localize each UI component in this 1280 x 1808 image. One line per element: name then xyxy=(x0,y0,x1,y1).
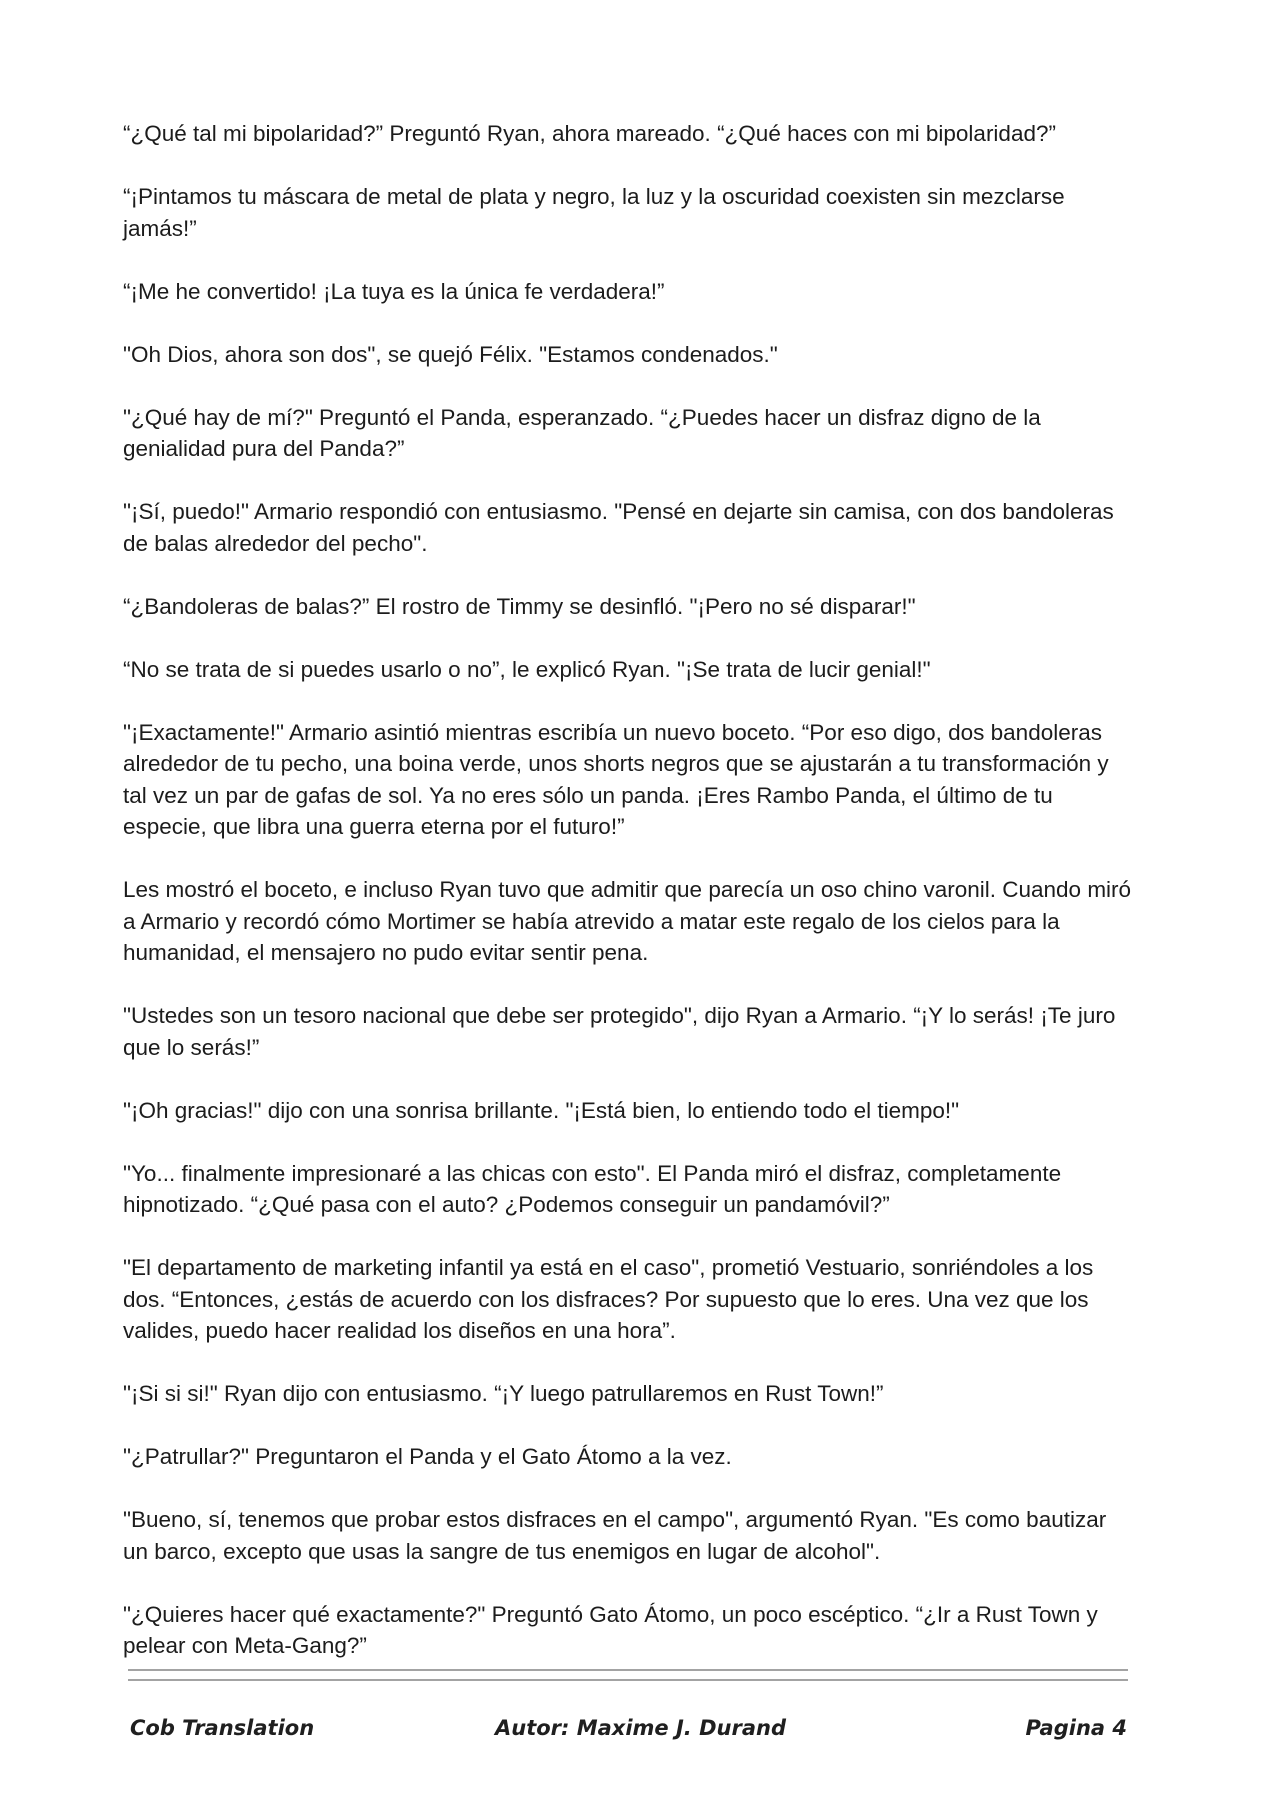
paragraph: "Yo... finalmente impresionaré a las chicas con esto". El Panda miró el disfraz, completamente hipnotizado. “¿Qué pasa con el auto? ¿Podemos conseguir un pandamóvil?” xyxy=(123,1160,1062,1217)
paragraph: "¿Quieres hacer qué exactamente?" Preguntó Gato Átomo, un poco escéptico. “¿Ir a Rust Town y pelear con Meta-Gang?” xyxy=(123,1601,1098,1658)
paragraph: "¿Patrullar?" Preguntaron el Panda y el Gato Átomo a la vez. xyxy=(123,1444,732,1469)
paragraph: “¿Qué tal mi bipolaridad?” Preguntó Ryan, ahora mareado. “¿Qué haces con mi bipolaridad?” xyxy=(123,121,1056,146)
paragraph: "El departamento de marketing infantil ya está en el caso", prometió Vestuario, sonriéndoles a los dos. “Entonces, ¿estás de acuerdo con los disfraces? Por supuesto que lo eres. Una vez que los valides, puedo hacer realidad los diseños en una hora”. xyxy=(123,1255,1094,1343)
paragraph: “¡Pintamos tu máscara de metal de plata y negro, la luz y la oscuridad coexisten sin mezclarse jamás!” xyxy=(123,184,1065,241)
paragraph: "Bueno, sí, tenemos que probar estos disfraces en el campo", argumentó Ryan. "Es como bautizar un barco, excepto que usas la sangre de tus enemigos en lugar de alcohol". xyxy=(123,1507,1107,1564)
paragraph: "Ustedes son un tesoro nacional que debe ser protegido", dijo Ryan a Armario. “¡Y lo serás! ¡Te juro que lo serás!” xyxy=(123,1003,1116,1060)
footer-author: Autor: Maxime J. Durand xyxy=(495,1716,786,1740)
paragraph: “No se trata de si puedes usarlo o no”, le explicó Ryan. "¡Se trata de lucir genial!" xyxy=(123,656,931,682)
paragraph: "¡Oh gracias!" dijo con una sonrisa brillante. "¡Está bien, lo entiendo todo el tiempo!" xyxy=(123,1097,960,1123)
paragraph: Les mostró el boceto, e incluso Ryan tuvo que admitir que parecía un oso chino varonil. Cuando miró a Armario y recordó cómo Mortimer se había atrevido a matar este regalo de los cielos para la humanidad, el mensajero no pudo evitar sentir pena. xyxy=(123,877,1132,965)
paragraph: “¿Bandoleras de balas?” El rostro de Timmy se desinfló. "¡Pero no sé disparar!" xyxy=(123,593,916,619)
paragraph: "¿Qué hay de mí?" Preguntó el Panda, esperanzado. “¿Puedes hacer un disfraz digno de la genialidad pura del Panda?” xyxy=(123,404,1041,461)
paragraph: "¡Si si si!" Ryan dijo con entusiasmo. “¡Y luego patrullaremos en Rust Town!” xyxy=(123,1381,884,1406)
body-text xyxy=(123,118,1133,1693)
paragraph: "Oh Dios, ahora son dos", se quejó Félix. "Estamos condenados." xyxy=(123,341,778,367)
paragraph: "¡Exactamente!" Armario asintió mientras escribía un nuevo boceto. “Por eso digo, dos bandoleras alrededor de tu pecho, una boina verde, unos shorts negros que se ajustarán a tu transformación y tal vez un par de gafas de sol. Ya no eres sólo un panda. ¡Eres Rambo Panda, el último de tu especie, que libra una guerra eterna por el futuro!” xyxy=(123,719,1109,839)
paragraph: “¡Me he convertido! ¡La tuya es la única fe verdadera!” xyxy=(123,278,665,304)
footer-divider-bottom xyxy=(128,1679,1128,1681)
footer-divider-top xyxy=(128,1669,1128,1671)
paragraph: "¡Sí, puedo!" Armario respondió con entusiasmo. "Pensé en dejarte sin camisa, con dos bandoleras de balas alrededor del pecho". xyxy=(123,499,1114,556)
footer-translator: Cob Translation xyxy=(130,1716,315,1740)
footer-page-number: Pagina 4 xyxy=(1025,1716,1127,1740)
